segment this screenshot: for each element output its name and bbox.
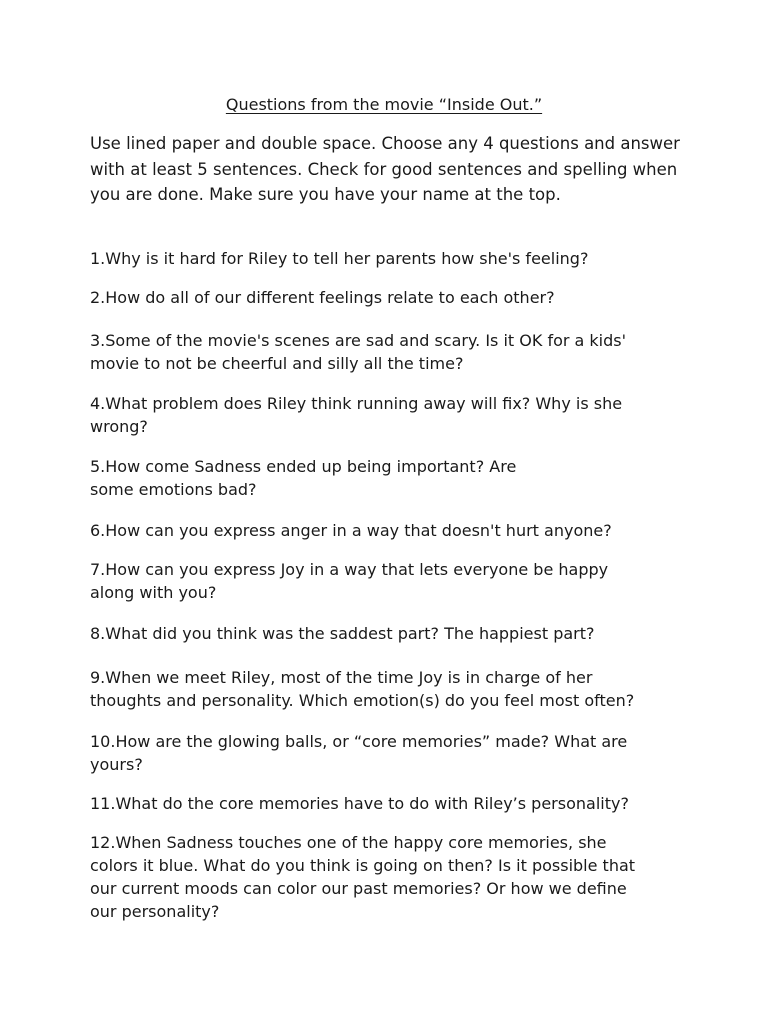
question-line: 9.When we meet Riley, most of the time Joy is in charge of her xyxy=(90,668,593,687)
document-title: Questions from the movie “Inside Out.” xyxy=(225,95,543,114)
question-line: 11.What do the core memories have to do with Riley’s personality? xyxy=(90,794,629,813)
question-line: 1.Why is it hard for Riley to tell her parents how she's feeling? xyxy=(90,249,589,268)
question-line: 6.How can you express anger in a way that doesn't hurt anyone? xyxy=(90,521,612,540)
question-line: movie to not be cheerful and silly all the time? xyxy=(90,354,464,373)
question-11 xyxy=(90,792,690,815)
question-line: 5.How come Sadness ended up being important? Are xyxy=(90,457,517,476)
question-9 xyxy=(90,666,690,712)
question-line: our current moods can color our past memories? Or how we define xyxy=(90,879,627,898)
question-3 xyxy=(90,329,690,375)
question-line: 7.How can you express Joy in a way that lets everyone be happy xyxy=(90,560,609,579)
question-line: 10.How are the glowing balls, or “core memories” made? What are xyxy=(90,732,628,751)
question-line: wrong? xyxy=(90,417,148,436)
question-line: thoughts and personality. Which emotion(s) do you feel most often? xyxy=(90,691,635,710)
question-12 xyxy=(90,831,690,923)
question-1 xyxy=(90,247,690,270)
question-line: 3.Some of the movie's scenes are sad and scary. Is it OK for a kids' xyxy=(90,331,627,350)
question-line: 2.How do all of our different feelings relate to each other? xyxy=(90,288,555,307)
question-line: yours? xyxy=(90,755,143,774)
question-8 xyxy=(90,622,690,645)
question-4 xyxy=(90,392,690,438)
instructions-paragraph: Use lined paper and double space. Choose any 4 questions and answer with at least 5 sentences. Check for good sentences and spelling when you are done. Make sure you have your name at the top. xyxy=(90,134,680,204)
question-line: colors it blue. What do you think is going on then? Is it possible that xyxy=(90,856,636,875)
question-line: 12.When Sadness touches one of the happy core memories, she xyxy=(90,833,607,852)
question-5 xyxy=(90,455,690,501)
question-line: 4.What problem does Riley think running away will fix? Why is she xyxy=(90,394,623,413)
question-line: 8.What did you think was the saddest part? The happiest part? xyxy=(90,624,595,643)
question-line: along with you? xyxy=(90,583,217,602)
question-7 xyxy=(90,558,690,604)
question-10 xyxy=(90,730,690,776)
question-line: our personality? xyxy=(90,902,220,921)
question-line: some emotions bad? xyxy=(90,480,257,499)
question-2 xyxy=(90,286,690,309)
question-6 xyxy=(90,519,690,542)
